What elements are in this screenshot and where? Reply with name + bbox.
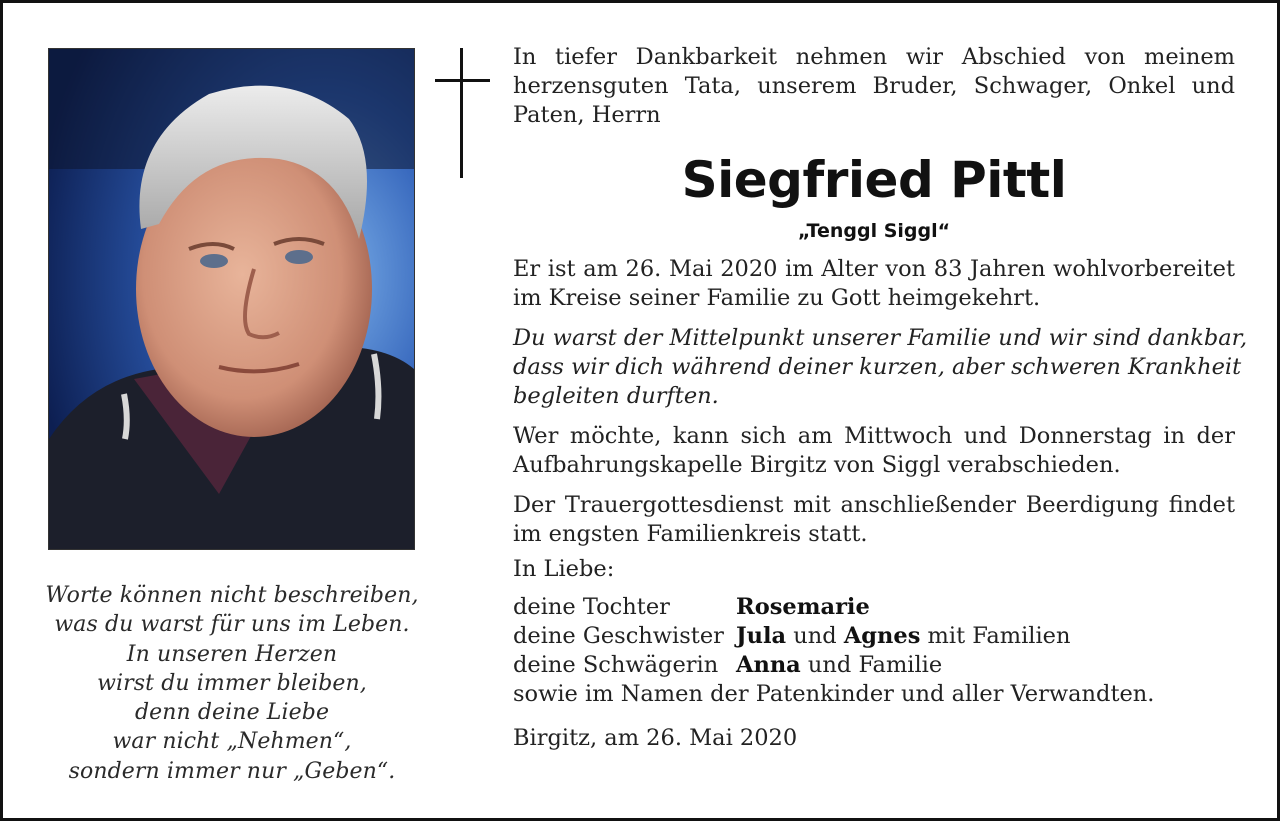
tribute-line: Du warst der Mittelpunkt unserer Familie und wir sind dankbar, <box>513 325 1248 351</box>
quote-line: Worte können nicht beschreiben, <box>45 583 419 608</box>
tribute-line: begleiten durften. <box>513 383 719 409</box>
portrait-photo <box>48 48 415 550</box>
quote-line: war nicht „Nehmen“, <box>112 729 352 755</box>
family-list <box>513 555 1235 709</box>
family-name: Anna <box>736 652 801 678</box>
tribute-text <box>513 324 1248 411</box>
deceased-name: Siegfried Pittl <box>681 151 1067 209</box>
relation-label: deine Schwägerin <box>513 652 719 678</box>
quote-line: denn deine Liebe <box>134 700 330 726</box>
obituary-text <box>513 43 1248 753</box>
deceased-nickname: „Tenggl Siggl“ <box>797 220 951 242</box>
quote-line: In unseren Herzen <box>126 641 338 667</box>
intro-text: In tiefer Dankbarkeit nehmen wir Abschied von meinem herzensguten Tata, unserem Bruder, Schwager, Onkel und Paten, Herrn <box>513 44 1235 128</box>
place-date: Birgitz, am 26. Mai 2020 <box>513 725 798 751</box>
relation-label: deine Tochter <box>513 594 670 620</box>
family-others: sowie im Namen der Patenkinder und aller Verwandten. <box>513 681 1155 707</box>
connector-text: und <box>793 623 837 649</box>
relation-label: deine Geschwister <box>513 623 724 649</box>
viewing-text: Wer möchte, kann sich am Mittwoch und Donnerstag in der Aufbahrungskapelle Birgitz von Siggl verabschieden. <box>513 423 1235 478</box>
family-name: Jula <box>736 623 787 649</box>
closing-label: In Liebe: <box>513 556 615 582</box>
quote-line: wirst du immer bleiben, <box>97 670 367 696</box>
memorial-quote <box>28 581 436 786</box>
quote-line: sondern immer nur „Geben“. <box>68 758 396 784</box>
tribute-line: dass wir dich während deiner kurzen, aber schweren Krankheit <box>513 354 1242 380</box>
family-row-sister-in-law <box>513 651 1235 680</box>
family-suffix: mit Familien <box>927 623 1071 649</box>
funeral-text: Der Trauergottesdienst mit anschließender Beerdigung findet im engsten Familienkreis statt. <box>513 492 1235 547</box>
family-row-daughter <box>513 593 1235 622</box>
cross-icon <box>435 48 495 182</box>
family-suffix: und Familie <box>807 652 943 678</box>
family-name: Rosemarie <box>736 594 870 620</box>
family-row-siblings <box>513 622 1235 651</box>
family-name: Agnes <box>843 623 921 649</box>
death-notice-text: Er ist am 26. Mai 2020 im Alter von 83 Jahren wohlvorbereitet im Kreise seiner Familie zu Gott heimgekehrt. <box>513 256 1235 311</box>
quote-line: was du warst für uns im Leben. <box>54 612 410 638</box>
